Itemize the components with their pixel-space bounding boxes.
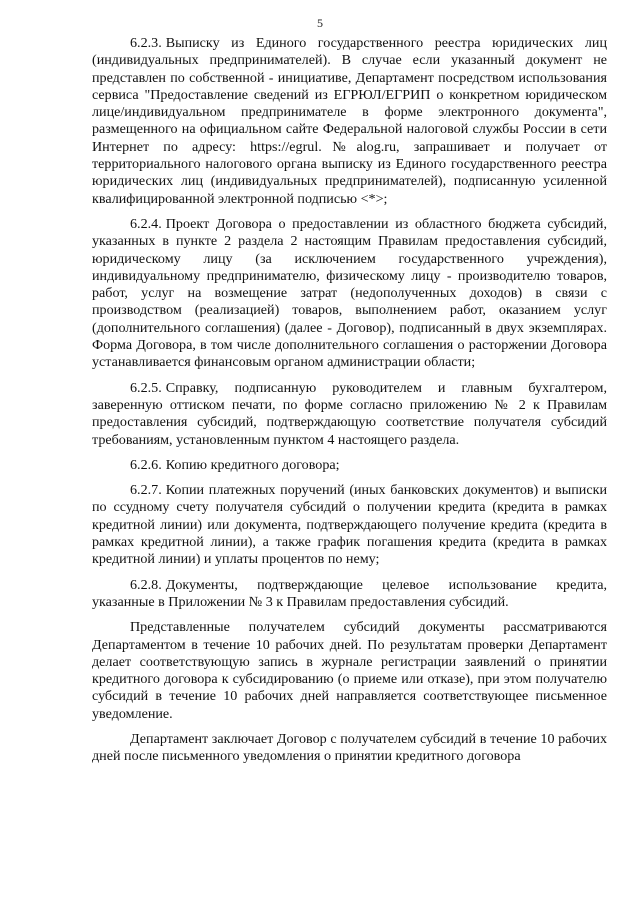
paragraph-text: Документы, подтверждающие целевое использование кредита, указанные в Приложении № 3 к Правилам предоставления субсидий.: [92, 576, 607, 610]
paragraph-text: Департамент заключает Договор с получателем субсидий в течение 10 рабочих дней после письменного уведомления о принятии кредитного договора: [92, 730, 607, 765]
paragraph-6-2-7: [92, 482, 607, 568]
paragraph-contract: [92, 731, 607, 766]
paragraph-number: 6.2.4.: [130, 215, 162, 232]
paragraph-text: Проект Договора о предоставлении из областного бюджета субсидий, указанных в пункте 2 раздела 2 настоящим Правилам предоставления субсидий, юридическому лицу (за исключением государственного учреждения), индивидуальному предпринимателю, физическому лицу - производителю товаров, работ, услуг на возмещение затрат (недополученных доходов) в связи с производством (реализацией) товаров, выполнением работ, оказанием услуг (дополнительного соглашения) (далее - Договор), подписанный в двух экземплярах. Форма Договора, в том числе дополнительного соглашения о расторжении Договора устанавливается финансовым органом администрации области;: [92, 215, 607, 371]
paragraph-6-2-5: [92, 380, 607, 449]
paragraph-number: 6.2.3.: [130, 35, 162, 51]
paragraph-number: 6.2.6.: [130, 456, 162, 473]
paragraph-number: 6.2.8.: [130, 576, 162, 593]
paragraph-review: [92, 619, 607, 723]
paragraph-text: Копии платежных поручений (иных банковских документов) и выписки по ссудному счету получателя субсидий о получении кредита (кредита в рамках кредитной линии) или документа, подтверждающего получение кредита (кредита в рамках кредитной линии), а также график погашения кредита (кредита в рамках кредитной линии) и уплаты процентов по нему;: [92, 482, 607, 568]
document-body: [92, 35, 607, 766]
paragraph-6-2-3: [92, 35, 607, 208]
paragraph-text: Справку, подписанную руководителем и главным бухгалтером, заверенную оттиском печати, по форме согласно приложению № 2 к Правилам предоставления субсидий, подтверждающую соответствие получателя субсидий требованиям, установленным пунктом 4 настоящего раздела.: [92, 379, 607, 448]
paragraph-number: 6.2.7.: [130, 482, 162, 499]
paragraph-text: Выписку из Единого государственного реестра юридических лиц (индивидуальных предпринимателей). В случае если указанный документ не представлен по собственной - инициативе, Департамент посредством использования сервиса "Предоставление сведений из ЕГРЮЛ/ЕГРИП о конкретном юридическом лице/индивидуальном предпринимателе в форме электронного документа", размещенного на официальном сайте Федеральной налоговой службы России в сети Интернет по адресу: https://egrul.№alog.ru, запрашивает и получает от территориального налогового органа выписку из Единого государственного реестра юридических лиц (индивидуальных предпринимателей), подписанную усиленной квалифицированной электронной подписью <*>;: [92, 35, 607, 207]
page-number: 5: [317, 16, 323, 30]
paragraph-number: 6.2.5.: [130, 379, 162, 396]
paragraph-6-2-6: [92, 457, 607, 474]
paragraph-text: Представленные получателем субсидий документы рассматриваются Департаментом в течение 10 рабочих дней. По результатам проверки Департамент делает соответствующую запись в журнале регистрации заявлений о принятии кредитного договора к субсидированию (о приеме или отказе), при этом получателю субсидий в течение 10 рабочих дней направляется соответствующее письменное уведомление.: [92, 619, 607, 722]
paragraph-6-2-4: [92, 216, 607, 372]
paragraph-6-2-8: [92, 577, 607, 612]
paragraph-text: Копию кредитного договора;: [165, 456, 340, 473]
